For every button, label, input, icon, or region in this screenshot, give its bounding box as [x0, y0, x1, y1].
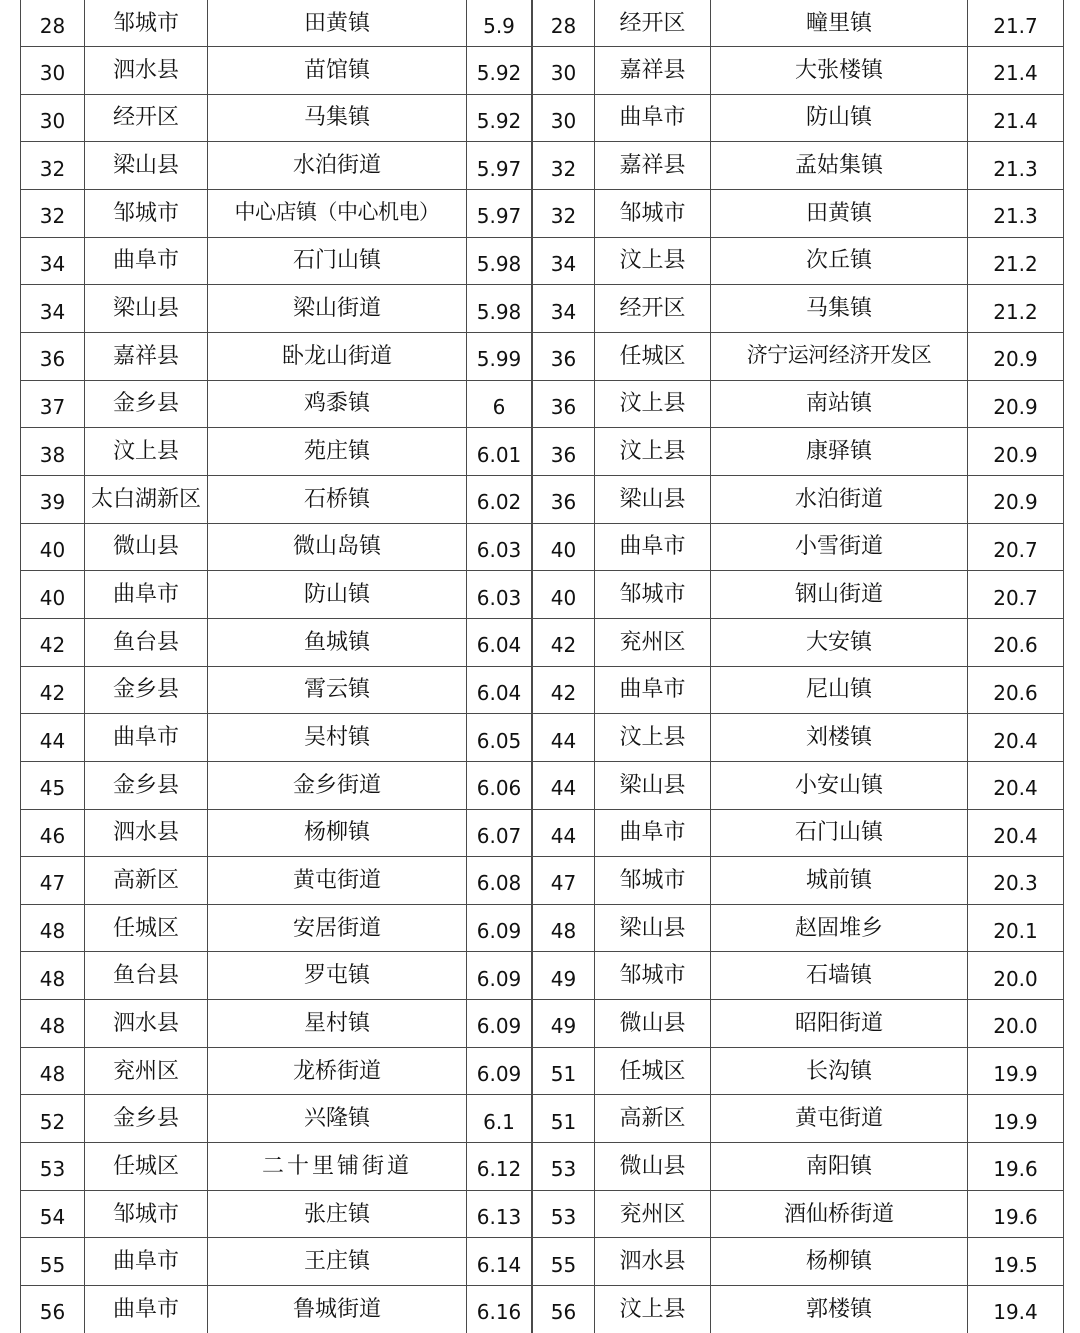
rank-cell: 30: [533, 94, 595, 142]
table-row: [21, 142, 532, 190]
county-cell: 嘉祥县: [85, 332, 208, 380]
table-row: [21, 285, 532, 333]
town-cell: 小安山镇: [711, 761, 968, 809]
county-cell: 汶上县: [595, 380, 711, 428]
rank-cell: 46: [21, 809, 85, 857]
value-cell: 20.9: [968, 475, 1064, 523]
table-row: [21, 1143, 532, 1191]
town-cell: 石桥镇: [208, 475, 467, 523]
value-cell: 20.0: [968, 952, 1064, 1000]
county-cell: 梁山县: [595, 761, 711, 809]
county-cell: 金乡县: [85, 380, 208, 428]
county-cell: 邹城市: [595, 189, 711, 237]
rank-cell: 44: [533, 809, 595, 857]
value-cell: 5.92: [467, 47, 532, 95]
value-cell: 5.98: [467, 237, 532, 285]
value-cell: 6.05: [467, 714, 532, 762]
value-cell: 6.01: [467, 428, 532, 476]
county-cell: 金乡县: [85, 666, 208, 714]
value-cell: 19.5: [968, 1238, 1064, 1286]
town-cell: 济宁运河经济开发区: [711, 332, 968, 380]
value-cell: 21.4: [968, 47, 1064, 95]
town-cell: 孟姑集镇: [711, 142, 968, 190]
town-cell: 龙桥街道: [208, 1047, 467, 1095]
table-row: [533, 857, 1064, 905]
town-cell: 大安镇: [711, 618, 968, 666]
rank-cell: 32: [533, 142, 595, 190]
rank-cell: 44: [21, 714, 85, 762]
county-cell: 邹城市: [85, 189, 208, 237]
value-cell: 6.16: [467, 1286, 532, 1333]
value-cell: 6.04: [467, 618, 532, 666]
value-cell: 20.9: [968, 380, 1064, 428]
value-cell: 6.06: [467, 761, 532, 809]
table-row: [21, 1000, 532, 1048]
rank-cell: 40: [21, 523, 85, 571]
table-row: [21, 237, 532, 285]
rank-cell: 48: [21, 952, 85, 1000]
town-cell: 南站镇: [711, 380, 968, 428]
right-ranking-table: [532, 0, 1064, 1333]
rank-cell: 44: [533, 761, 595, 809]
rank-cell: 53: [21, 1143, 85, 1191]
town-cell: 田黄镇: [208, 0, 467, 47]
rank-cell: 47: [21, 857, 85, 905]
rank-cell: 28: [533, 0, 595, 47]
table-row: [533, 618, 1064, 666]
town-cell: 尼山镇: [711, 666, 968, 714]
value-cell: 6: [467, 380, 532, 428]
rank-cell: 51: [533, 1047, 595, 1095]
county-cell: 梁山县: [85, 285, 208, 333]
table-row: [533, 47, 1064, 95]
rank-cell: 30: [533, 47, 595, 95]
town-cell: 南阳镇: [711, 1143, 968, 1191]
rank-cell: 56: [533, 1286, 595, 1333]
county-cell: 曲阜市: [85, 1286, 208, 1333]
rank-cell: 42: [533, 666, 595, 714]
rank-cell: 42: [21, 666, 85, 714]
value-cell: 20.4: [968, 809, 1064, 857]
left-table-body: [21, 0, 532, 1333]
town-cell: 苗馆镇: [208, 47, 467, 95]
rank-cell: 42: [21, 618, 85, 666]
table-row: [21, 94, 532, 142]
value-cell: 19.6: [968, 1143, 1064, 1191]
county-cell: 邹城市: [85, 1190, 208, 1238]
town-cell: 水泊街道: [711, 475, 968, 523]
town-cell: 张庄镇: [208, 1190, 467, 1238]
county-cell: 高新区: [85, 857, 208, 905]
town-cell: 昭阳街道: [711, 1000, 968, 1048]
rank-cell: 36: [533, 475, 595, 523]
rank-cell: 36: [533, 380, 595, 428]
town-cell: 星村镇: [208, 1000, 467, 1048]
town-cell: 中心店镇（中心机电）: [208, 189, 467, 237]
town-cell: 吴村镇: [208, 714, 467, 762]
value-cell: 21.3: [968, 189, 1064, 237]
value-cell: 21.4: [968, 94, 1064, 142]
county-cell: 梁山县: [595, 475, 711, 523]
value-cell: 5.97: [467, 142, 532, 190]
county-cell: 任城区: [85, 1143, 208, 1191]
rank-cell: 40: [21, 571, 85, 619]
value-cell: 20.1: [968, 904, 1064, 952]
rank-cell: 30: [21, 47, 85, 95]
town-cell: 鱼城镇: [208, 618, 467, 666]
table-row: [533, 237, 1064, 285]
table-row: [21, 904, 532, 952]
value-cell: 19.4: [968, 1286, 1064, 1333]
town-cell: 康驿镇: [711, 428, 968, 476]
county-cell: 泗水县: [595, 1238, 711, 1286]
rank-cell: 40: [533, 571, 595, 619]
rank-cell: 48: [21, 904, 85, 952]
rank-cell: 44: [533, 714, 595, 762]
county-cell: 高新区: [595, 1095, 711, 1143]
town-cell: 卧龙山街道: [208, 332, 467, 380]
county-cell: 汶上县: [85, 428, 208, 476]
county-cell: 经开区: [85, 94, 208, 142]
county-cell: 任城区: [595, 1047, 711, 1095]
county-cell: 梁山县: [85, 142, 208, 190]
town-cell: 杨柳镇: [711, 1238, 968, 1286]
county-cell: 曲阜市: [85, 714, 208, 762]
town-cell: 王庄镇: [208, 1238, 467, 1286]
town-cell: 罗屯镇: [208, 952, 467, 1000]
county-cell: 泗水县: [85, 1000, 208, 1048]
county-cell: 邹城市: [85, 0, 208, 47]
rank-cell: 47: [533, 857, 595, 905]
value-cell: 19.9: [968, 1095, 1064, 1143]
rank-cell: 54: [21, 1190, 85, 1238]
town-cell: 安居街道: [208, 904, 467, 952]
county-cell: 曲阜市: [595, 523, 711, 571]
rank-cell: 34: [533, 237, 595, 285]
value-cell: 6.09: [467, 1047, 532, 1095]
rank-cell: 40: [533, 523, 595, 571]
county-cell: 汶上县: [595, 237, 711, 285]
county-cell: 邹城市: [595, 857, 711, 905]
town-cell: 石门山镇: [208, 237, 467, 285]
table-row: [21, 1286, 532, 1333]
table-row: [533, 523, 1064, 571]
town-cell: 酒仙桥街道: [711, 1190, 968, 1238]
town-cell: 鲁城街道: [208, 1286, 467, 1333]
county-cell: 汶上县: [595, 714, 711, 762]
table-row: [21, 189, 532, 237]
table-row: [21, 857, 532, 905]
rank-cell: 53: [533, 1143, 595, 1191]
value-cell: 6.02: [467, 475, 532, 523]
table-row: [21, 0, 532, 47]
rank-cell: 53: [533, 1190, 595, 1238]
value-cell: 19.6: [968, 1190, 1064, 1238]
right-table-body: [533, 0, 1064, 1333]
town-cell: 长沟镇: [711, 1047, 968, 1095]
table-row: [533, 809, 1064, 857]
table-row: [533, 475, 1064, 523]
rank-cell: 49: [533, 952, 595, 1000]
town-cell: 田黄镇: [711, 189, 968, 237]
county-cell: 兖州区: [595, 1190, 711, 1238]
town-cell: 马集镇: [711, 285, 968, 333]
value-cell: 5.99: [467, 332, 532, 380]
county-cell: 曲阜市: [85, 237, 208, 285]
value-cell: 20.6: [968, 666, 1064, 714]
value-cell: 20.7: [968, 523, 1064, 571]
county-cell: 经开区: [595, 0, 711, 47]
table-row: [21, 1095, 532, 1143]
value-cell: 20.9: [968, 332, 1064, 380]
table-row: [533, 0, 1064, 47]
rank-cell: 45: [21, 761, 85, 809]
county-cell: 曲阜市: [85, 571, 208, 619]
town-cell: 霄云镇: [208, 666, 467, 714]
table-row: [21, 1238, 532, 1286]
rank-cell: 48: [21, 1000, 85, 1048]
county-cell: 邹城市: [595, 952, 711, 1000]
value-cell: 6.1: [467, 1095, 532, 1143]
value-cell: 6.09: [467, 1000, 532, 1048]
town-cell: 马集镇: [208, 94, 467, 142]
rank-cell: 52: [21, 1095, 85, 1143]
table-row: [21, 332, 532, 380]
county-cell: 金乡县: [85, 761, 208, 809]
town-cell: 郭楼镇: [711, 1286, 968, 1333]
table-row: [533, 380, 1064, 428]
rank-cell: 36: [21, 332, 85, 380]
county-cell: 邹城市: [595, 571, 711, 619]
county-cell: 任城区: [85, 904, 208, 952]
value-cell: 20.3: [968, 857, 1064, 905]
value-cell: 6.03: [467, 523, 532, 571]
value-cell: 20.4: [968, 714, 1064, 762]
value-cell: 21.7: [968, 0, 1064, 47]
table-row: [21, 1190, 532, 1238]
table-row: [533, 94, 1064, 142]
county-cell: 太白湖新区: [85, 475, 208, 523]
county-cell: 任城区: [595, 332, 711, 380]
county-cell: 曲阜市: [595, 94, 711, 142]
table-row: [21, 809, 532, 857]
table-row: [533, 1095, 1064, 1143]
rank-cell: 48: [533, 904, 595, 952]
rank-cell: 30: [21, 94, 85, 142]
table-row: [533, 761, 1064, 809]
rank-cell: 55: [21, 1238, 85, 1286]
table-row: [21, 380, 532, 428]
county-cell: 嘉祥县: [595, 47, 711, 95]
rank-cell: 34: [21, 237, 85, 285]
town-cell: 次丘镇: [711, 237, 968, 285]
value-cell: 21.2: [968, 237, 1064, 285]
value-cell: 19.9: [968, 1047, 1064, 1095]
rank-cell: 39: [21, 475, 85, 523]
value-cell: 6.14: [467, 1238, 532, 1286]
town-cell: 大张楼镇: [711, 47, 968, 95]
county-cell: 鱼台县: [85, 952, 208, 1000]
county-cell: 汶上县: [595, 1286, 711, 1333]
town-cell: 小雪街道: [711, 523, 968, 571]
left-ranking-table: [20, 0, 532, 1333]
value-cell: 6.08: [467, 857, 532, 905]
rank-cell: 32: [533, 189, 595, 237]
county-cell: 兖州区: [595, 618, 711, 666]
town-cell: 疃里镇: [711, 0, 968, 47]
value-cell: 5.97: [467, 189, 532, 237]
town-cell: 刘楼镇: [711, 714, 968, 762]
value-cell: 5.9: [467, 0, 532, 47]
rank-cell: 36: [533, 428, 595, 476]
town-cell: 金乡街道: [208, 761, 467, 809]
value-cell: 20.6: [968, 618, 1064, 666]
county-cell: 微山县: [595, 1000, 711, 1048]
town-cell: 赵固堆乡: [711, 904, 968, 952]
town-cell: 苑庄镇: [208, 428, 467, 476]
table-row: [533, 1143, 1064, 1191]
table-row: [533, 1190, 1064, 1238]
value-cell: 6.09: [467, 904, 532, 952]
town-cell: 二十里铺街道: [208, 1143, 467, 1191]
county-cell: 经开区: [595, 285, 711, 333]
table-row: [533, 1286, 1064, 1333]
town-cell: 水泊街道: [208, 142, 467, 190]
town-cell: 杨柳镇: [208, 809, 467, 857]
value-cell: 6.09: [467, 952, 532, 1000]
county-cell: 曲阜市: [595, 809, 711, 857]
county-cell: 汶上县: [595, 428, 711, 476]
rank-cell: 49: [533, 1000, 595, 1048]
county-cell: 兖州区: [85, 1047, 208, 1095]
county-cell: 曲阜市: [595, 666, 711, 714]
table-row: [533, 571, 1064, 619]
table-row: [533, 714, 1064, 762]
value-cell: 21.3: [968, 142, 1064, 190]
rank-cell: 56: [21, 1286, 85, 1333]
value-cell: 20.0: [968, 1000, 1064, 1048]
town-cell: 石墙镇: [711, 952, 968, 1000]
town-cell: 钢山街道: [711, 571, 968, 619]
rank-cell: 28: [21, 0, 85, 47]
rank-cell: 34: [533, 285, 595, 333]
value-cell: 6.03: [467, 571, 532, 619]
town-cell: 黄屯街道: [208, 857, 467, 905]
value-cell: 20.7: [968, 571, 1064, 619]
value-cell: 5.92: [467, 94, 532, 142]
table-row: [533, 952, 1064, 1000]
table-row: [21, 1047, 532, 1095]
rank-cell: 36: [533, 332, 595, 380]
county-cell: 泗水县: [85, 47, 208, 95]
town-cell: 城前镇: [711, 857, 968, 905]
table-row: [21, 666, 532, 714]
table-row: [533, 1000, 1064, 1048]
value-cell: 6.04: [467, 666, 532, 714]
town-cell: 梁山街道: [208, 285, 467, 333]
rank-cell: 48: [21, 1047, 85, 1095]
rank-cell: 42: [533, 618, 595, 666]
table-row: [21, 428, 532, 476]
table-row: [533, 1047, 1064, 1095]
table-row: [21, 47, 532, 95]
rank-cell: 32: [21, 189, 85, 237]
table-row: [21, 475, 532, 523]
table-row: [21, 571, 532, 619]
town-cell: 鸡黍镇: [208, 380, 467, 428]
value-cell: 5.98: [467, 285, 532, 333]
town-cell: 黄屯街道: [711, 1095, 968, 1143]
table-row: [21, 952, 532, 1000]
table-row: [533, 428, 1064, 476]
town-cell: 石门山镇: [711, 809, 968, 857]
value-cell: 6.12: [467, 1143, 532, 1191]
county-cell: 曲阜市: [85, 1238, 208, 1286]
table-row: [533, 1238, 1064, 1286]
rank-cell: 51: [533, 1095, 595, 1143]
county-cell: 微山县: [85, 523, 208, 571]
rank-cell: 32: [21, 142, 85, 190]
rank-cell: 55: [533, 1238, 595, 1286]
value-cell: 6.07: [467, 809, 532, 857]
table-row: [533, 142, 1064, 190]
table-row: [533, 332, 1064, 380]
town-cell: 微山岛镇: [208, 523, 467, 571]
county-cell: 金乡县: [85, 1095, 208, 1143]
value-cell: 20.4: [968, 761, 1064, 809]
rank-cell: 38: [21, 428, 85, 476]
table-row: [21, 523, 532, 571]
county-cell: 嘉祥县: [595, 142, 711, 190]
table-row: [533, 285, 1064, 333]
county-cell: 梁山县: [595, 904, 711, 952]
town-cell: 防山镇: [711, 94, 968, 142]
value-cell: 21.2: [968, 285, 1064, 333]
rank-cell: 37: [21, 380, 85, 428]
rank-cell: 34: [21, 285, 85, 333]
table-row: [21, 714, 532, 762]
table-row: [21, 618, 532, 666]
value-cell: 20.9: [968, 428, 1064, 476]
county-cell: 微山县: [595, 1143, 711, 1191]
town-cell: 防山镇: [208, 571, 467, 619]
county-cell: 鱼台县: [85, 618, 208, 666]
table-row: [533, 904, 1064, 952]
county-cell: 泗水县: [85, 809, 208, 857]
table-row: [533, 666, 1064, 714]
value-cell: 6.13: [467, 1190, 532, 1238]
table-row: [533, 189, 1064, 237]
town-cell: 兴隆镇: [208, 1095, 467, 1143]
table-row: [21, 761, 532, 809]
